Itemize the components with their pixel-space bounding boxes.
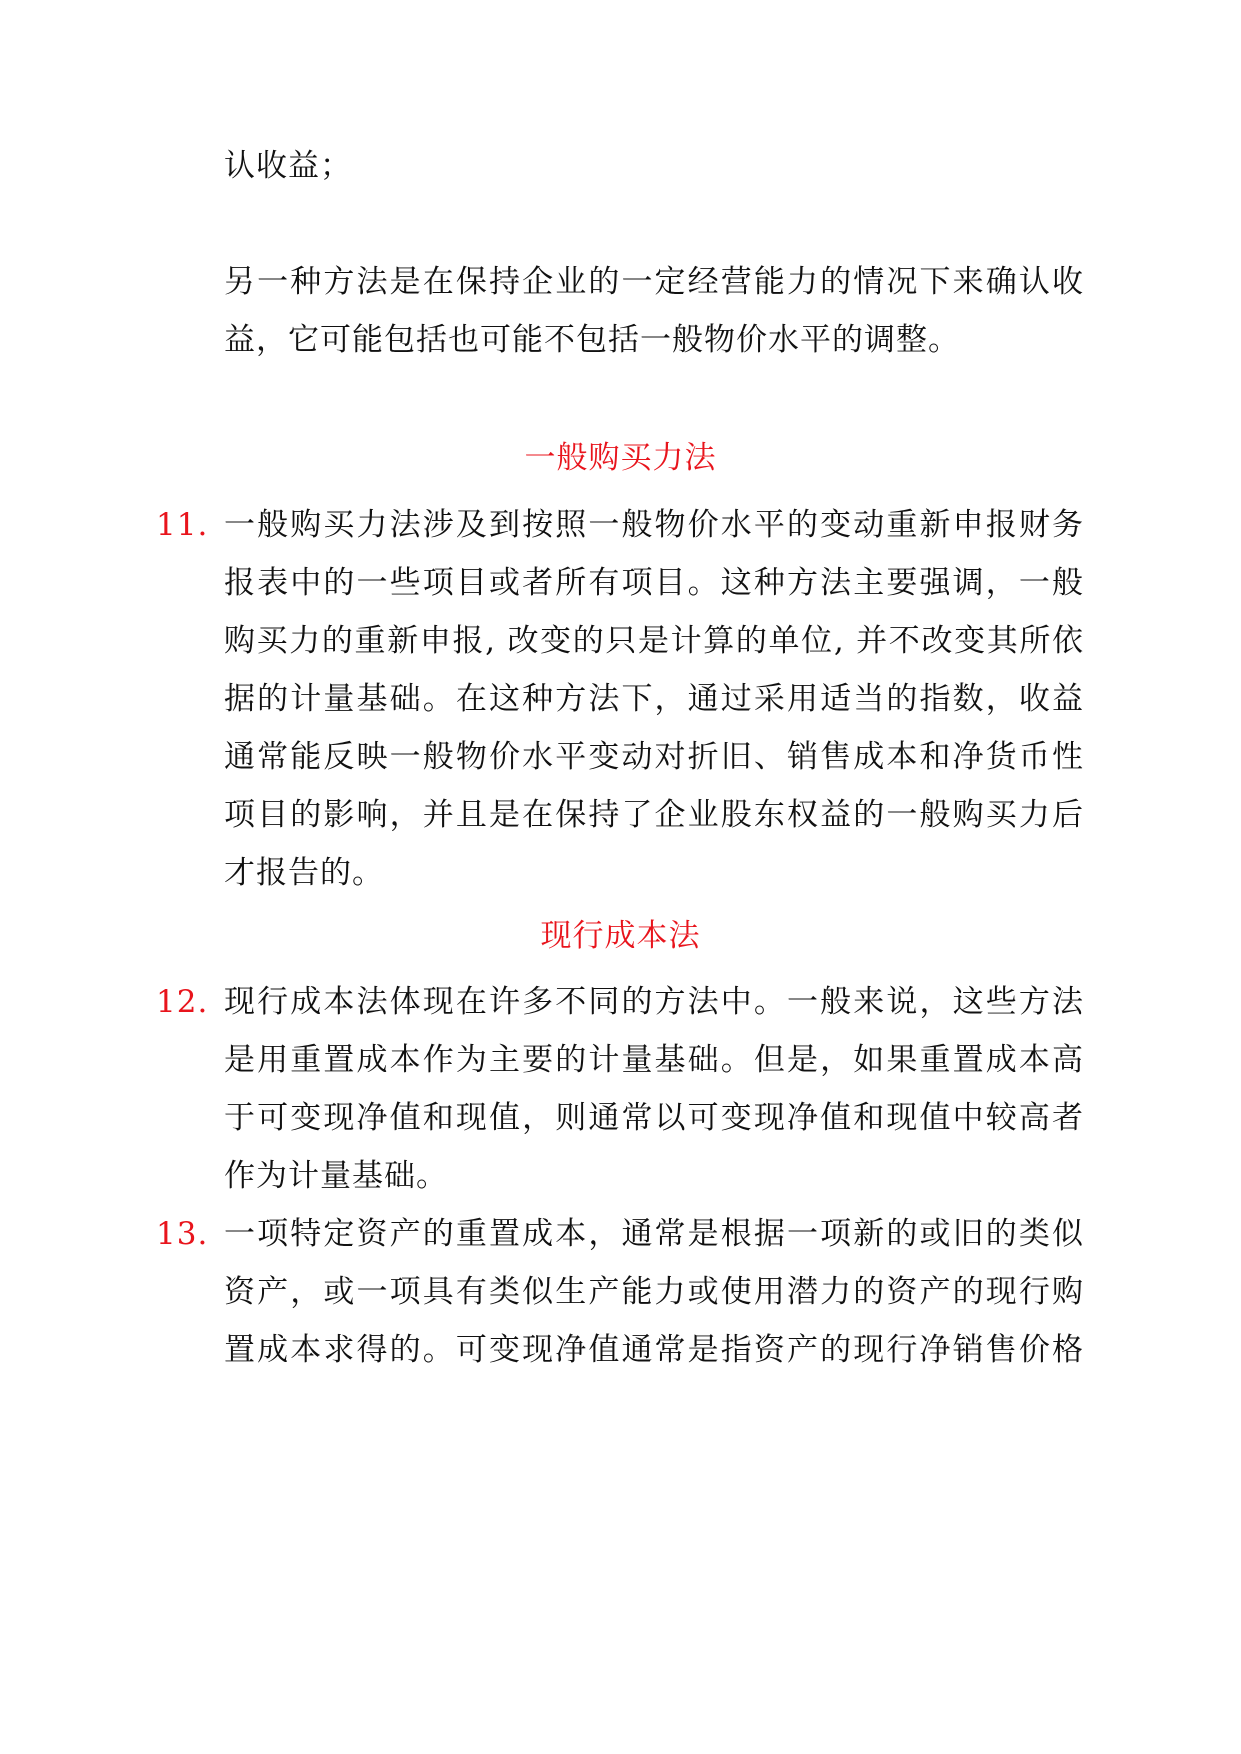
item-12-line: 于可变现净值和现值，则通常以可变现净值和现值中较高者 — [224, 1100, 1084, 1136]
item-12-line: 是用重置成本作为主要的计量基础。但是，如果重置成本高 — [224, 1042, 1084, 1078]
item-13-line: 一项特定资产的重置成本，通常是根据一项新的或旧的类似 — [224, 1216, 1084, 1252]
item-12-line: 现行成本法体现在许多不同的方法中。一般来说，这些方法 — [224, 984, 1084, 1020]
item-number: 11. — [156, 507, 209, 543]
item-12-line: 作为计量基础。 — [224, 1158, 448, 1194]
paragraph-line: 另一种方法是在保持企业的一定经营能力的情况下来确认收 — [224, 264, 1084, 300]
item-11-line: 报表中的一些项目或者所有项目。这种方法主要强调，一般 — [224, 565, 1084, 601]
item-13-line: 置成本求得的。可变现净值通常是指资产的现行净销售价格 — [224, 1332, 1084, 1368]
paragraph-line: 益，它可能包括也可能不包括一般物价水平的调整。 — [224, 322, 960, 358]
item-11-line: 一般购买力法涉及到按照一般物价水平的变动重新申报财务 — [224, 507, 1084, 543]
item-number: 12. — [156, 984, 209, 1020]
item-11-line: 通常能反映一般物价水平变动对折旧、销售成本和净货币性 — [224, 739, 1084, 775]
item-13-line: 资产，或一项具有类似生产能力或使用潜力的资产的现行购 — [224, 1274, 1084, 1310]
paragraph-line: 认收益； — [224, 148, 352, 184]
item-11-line: 项目的影响，并且是在保持了企业股东权益的一般购买力后 — [224, 797, 1084, 833]
item-number: 13. — [156, 1216, 209, 1252]
section-heading-general-purchasing-power: 一般购买力法 — [524, 440, 717, 476]
item-11-line: 才报告的。 — [224, 855, 384, 891]
item-11-line: 据的计量基础。在这种方法下，通过采用适当的指数，收益 — [224, 681, 1084, 717]
item-11-line: 购买力的重新申报, 改变的只是计算的单位, 并不改变其所依 — [224, 623, 1084, 659]
section-heading-current-cost: 现行成本法 — [540, 918, 701, 954]
